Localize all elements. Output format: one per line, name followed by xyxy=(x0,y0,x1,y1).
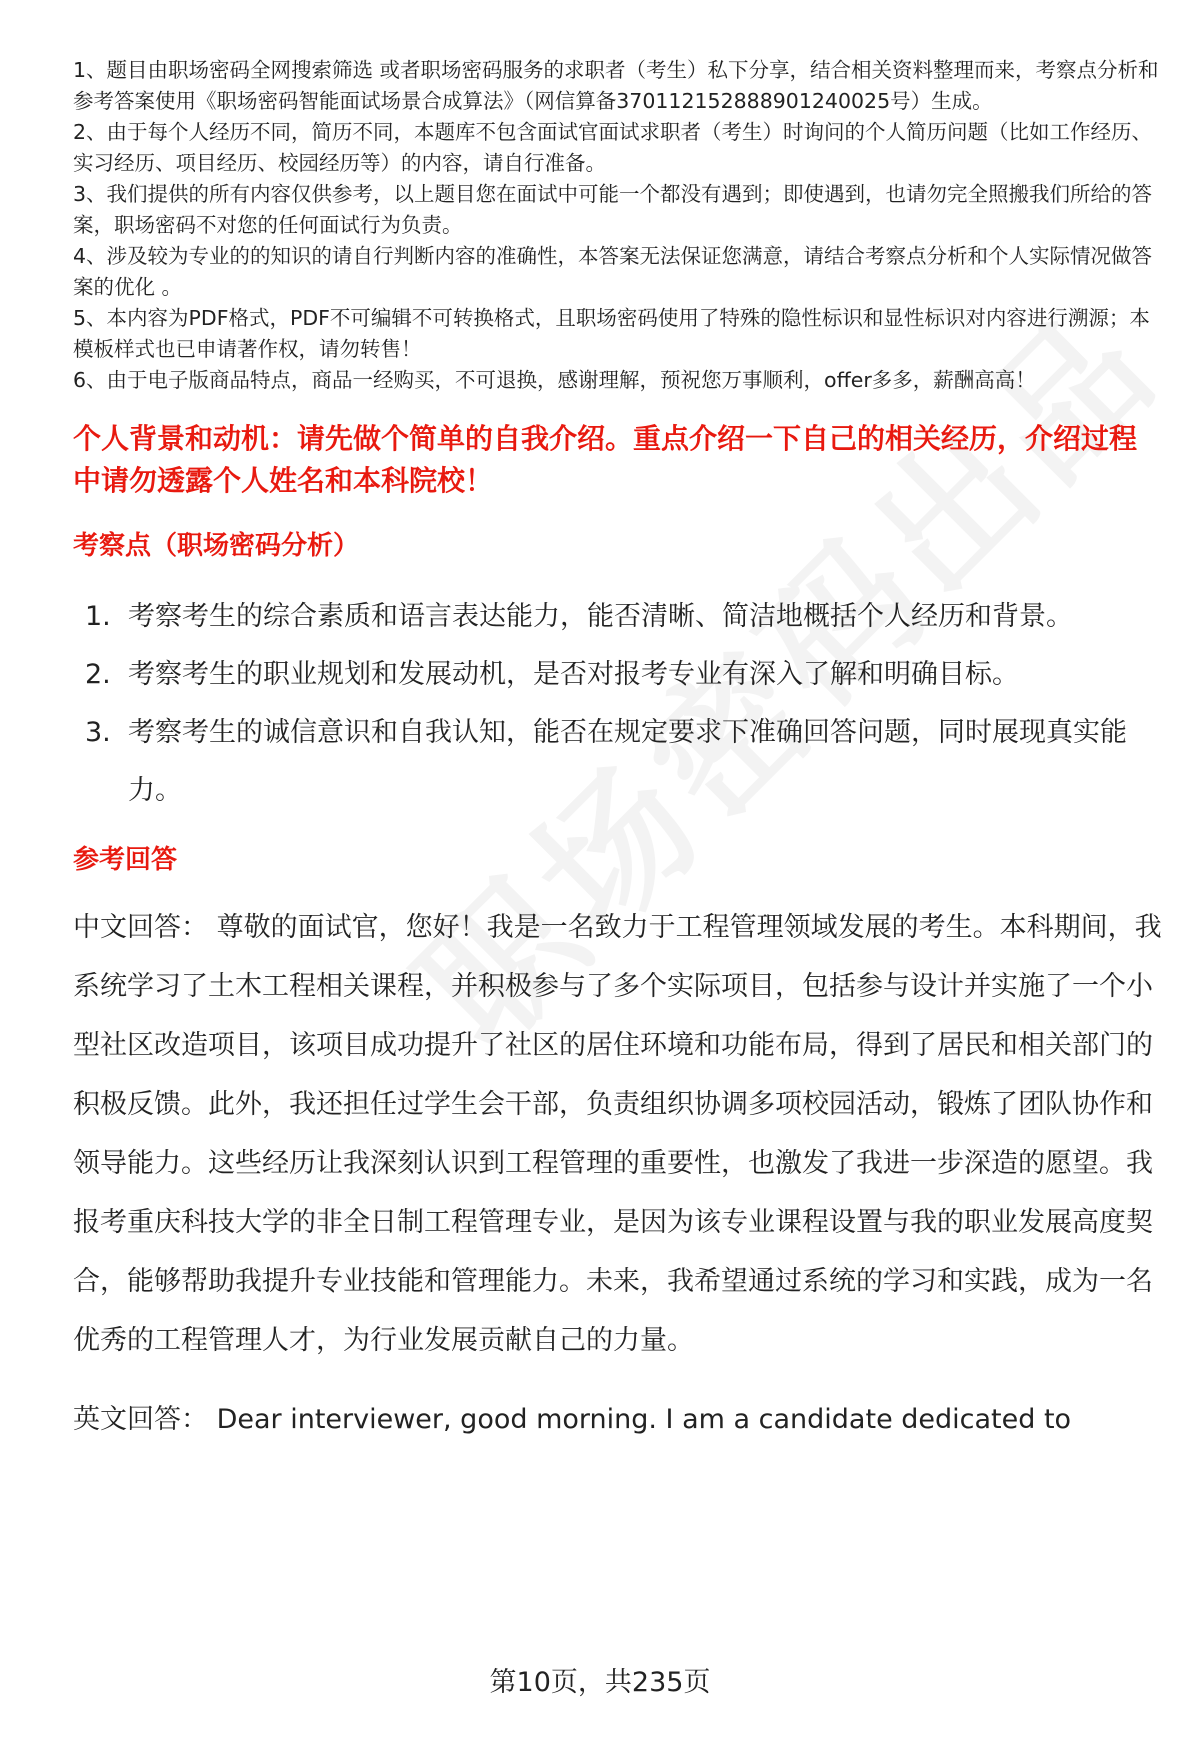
answer-english: 英文回答： Dear interviewer, good morning. I am a candidate dedicated to xyxy=(73,1404,1072,1435)
analysis-item xyxy=(73,704,1163,820)
analysis-item-number: 2. xyxy=(85,659,111,690)
note-item: 1、题目由职场密码全网搜索筛选 或者职场密码服务的求职者（考生）私下分享，结合相关资料整理而来，考察点分析和参考答案使用《职场密码智能面试场景合成算法》（网信算备370112152888901240025号）生成。 xyxy=(73,58,1159,113)
answer-chinese: 中文回答： 尊敬的面试官，您好！我是一名致力于工程管理领域发展的考生。本科期间，我系统学习了土木工程相关课程，并积极参与了多个实际项目，包括参与设计并实施了一个小型社区改造项目，该项目成功提升了社区的居住环境和功能布局，得到了居民和相关部门的积极反馈。此外，我还担任过学生会干部，负责组织协调多项校园活动，锻炼了团队协作和领导能力。这些经历让我深刻认识到工程管理的重要性，也激发了我进一步深造的愿望。我报考重庆科技大学的非全日制工程管理专业，是因为该专业课程设置与我的职业发展高度契合，能够帮助我提升专业技能和管理能力。未来，我希望通过系统的学习和实践，成为一名优秀的工程管理人才，为行业发展贡献自己的力量。 xyxy=(73,912,1162,1356)
page-footer: 第10页，共235页 xyxy=(489,1667,711,1698)
question-heading: 个人背景和动机：请先做个简单的自我介绍。重点介绍一下自己的相关经历，介绍过程中请勿透露个人姓名和本科院校！ xyxy=(73,422,1138,497)
note-item: 5、本内容为PDF格式，PDF不可编辑不可转换格式，且职场密码使用了特殊的隐性标识和显性标识对内容进行溯源；本模板样式也已申请著作权，请勿转售！ xyxy=(73,306,1150,361)
analysis-item-text: 考察考生的职业规划和发展动机，是否对报考专业有深入了解和明确目标。 xyxy=(128,659,1019,690)
document-page xyxy=(73,55,1163,1449)
analysis-title: 考察点（职场密码分析） xyxy=(73,531,360,561)
answer-title: 参考回答 xyxy=(73,845,178,875)
notes-list xyxy=(73,55,1163,396)
analysis-item xyxy=(73,646,1163,704)
analysis-item xyxy=(73,588,1163,646)
analysis-item-text: 考察考生的综合素质和语言表达能力，能否清晰、简洁地概括个人经历和背景。 xyxy=(128,601,1073,632)
note-item: 6、由于电子版商品特点，商品一经购买，不可退换，感谢理解，预祝您万事顺利，offer多多，薪酬高高！ xyxy=(73,368,1036,392)
analysis-item-number: 3. xyxy=(85,717,111,748)
note-item: 4、涉及较为专业的的知识的请自行判断内容的准确性，本答案无法保证您满意，请结合考察点分析和个人实际情况做答案的优化 。 xyxy=(73,244,1153,299)
analysis-item-number: 1. xyxy=(85,601,111,632)
note-item: 2、由于每个人经历不同，简历不同，本题库不包含面试官面试求职者（考生）时询问的个人简历问题（比如工作经历、实习经历、项目经历、校园经历等）的内容，请自行准备。 xyxy=(73,120,1153,175)
note-item: 3、我们提供的所有内容仅供参考，以上题目您在面试中可能一个都没有遇到；即使遇到，也请勿完全照搬我们所给的答案，职场密码不对您的任何面试行为负责。 xyxy=(73,182,1153,237)
analysis-item-text: 考察考生的诚信意识和自我认知，能否在规定要求下准确回答问题，同时展现真实能力。 xyxy=(128,717,1127,806)
analysis-list xyxy=(73,588,1163,820)
